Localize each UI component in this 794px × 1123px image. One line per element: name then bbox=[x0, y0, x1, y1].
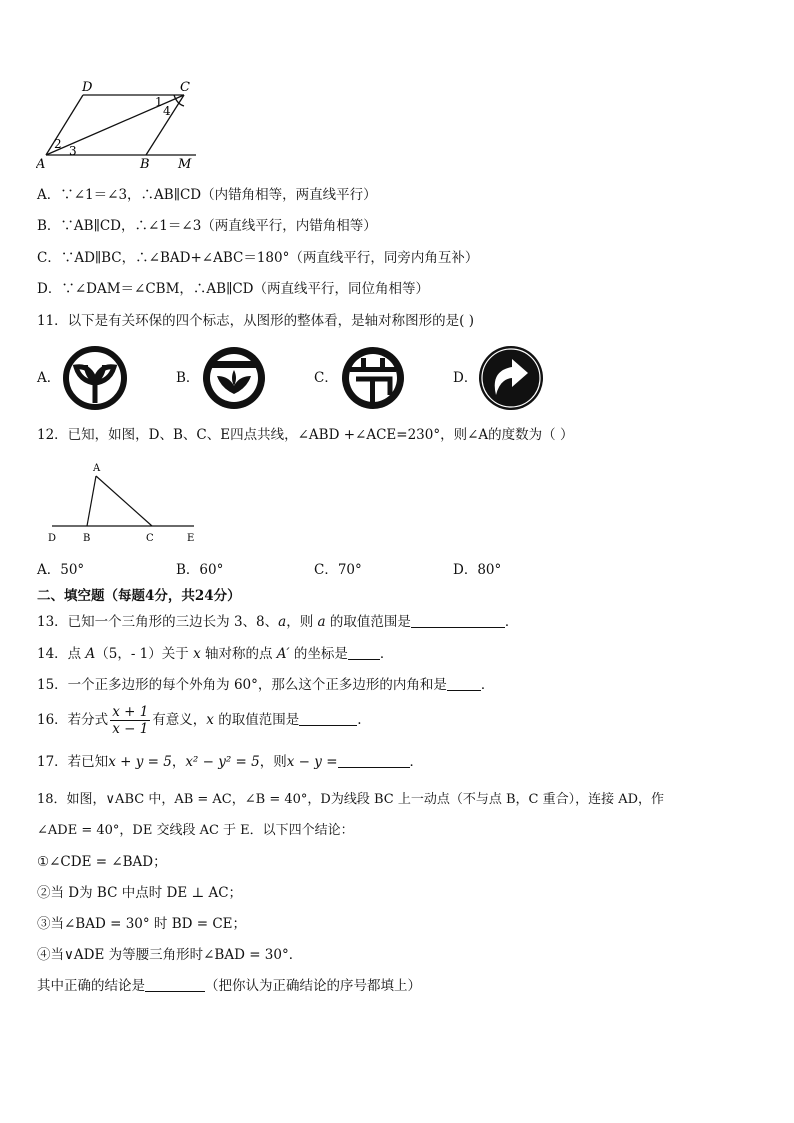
parallelogram-figure bbox=[36, 78, 206, 173]
q15-end: ． bbox=[480, 677, 495, 693]
q18-conclusion-1: ①∠CDE = ∠BAD； bbox=[37, 854, 167, 870]
q14-pre: 14．点 bbox=[37, 646, 86, 662]
q14-point: A bbox=[85, 646, 96, 662]
fig1-angle-3: 3 bbox=[69, 144, 77, 158]
section-2-title: 二、填空题（每题4分，共24分） bbox=[37, 588, 241, 604]
fig2-label-b: B bbox=[83, 533, 91, 544]
q17-sep: ， bbox=[171, 754, 186, 770]
q17-answer-blank[interactable] bbox=[338, 754, 410, 768]
q18-ending bbox=[37, 977, 421, 995]
q16-var: x bbox=[206, 712, 214, 728]
q10-option-a: A．∵∠1＝∠3，∴AB∥CD（内错角相等，两直线平行） bbox=[37, 187, 377, 203]
q15 bbox=[37, 676, 494, 694]
q14-post: 的坐标是 bbox=[289, 646, 348, 662]
q18-ending-pre: 其中正确的结论是 bbox=[37, 978, 145, 994]
fig2-label-e: E bbox=[187, 533, 195, 544]
q17-end: ． bbox=[409, 754, 424, 770]
q11-label-c: C． bbox=[314, 370, 338, 386]
q17-mid: ，则 bbox=[259, 754, 287, 770]
q17-expr: x − y = bbox=[286, 754, 338, 770]
q12-option-a: A．50° bbox=[37, 562, 85, 578]
q18-line2: ∠ADE = 40°，DE 交线段 AC 于 E．以下四个结论： bbox=[37, 823, 354, 838]
q13-end: ． bbox=[504, 614, 519, 630]
fig1-angle-2: 2 bbox=[54, 137, 62, 151]
q14-answer-blank[interactable] bbox=[348, 646, 380, 660]
recycle-leaf-logo-a bbox=[62, 343, 128, 413]
q16-end: . bbox=[357, 712, 362, 728]
q14-point2: A′ bbox=[276, 646, 290, 662]
fig1-label-b: B bbox=[140, 157, 150, 172]
fig2-label-c: C bbox=[146, 533, 154, 544]
q17 bbox=[37, 753, 423, 771]
q16-denominator: x − 1 bbox=[112, 721, 149, 737]
fig1-label-d: D bbox=[82, 80, 93, 95]
q13-mid: ，则 bbox=[286, 614, 318, 630]
q11-label-b: B． bbox=[176, 370, 200, 386]
q16-pre: 16．若分式 bbox=[37, 712, 109, 728]
q18-line1: 18．如图，∨ABC 中，AB = AC，∠B = 40°，D为线段 BC 上一动点（不与点 B，C 重合），连接 AD，作 bbox=[37, 792, 665, 807]
q17-eq2: x² − y² = 5 bbox=[185, 754, 260, 770]
q18-conclusion-3: ③当∠BAD = 30° 时 BD = CE； bbox=[37, 916, 247, 932]
fig1-angle-4: 4 bbox=[163, 104, 171, 118]
q16-post: 的取值范围是 bbox=[213, 712, 300, 728]
q16-answer-blank[interactable] bbox=[299, 712, 357, 726]
q17-eq1: x + y = 5 bbox=[108, 754, 172, 770]
q15-text: 15．一个正多边形的每个外角为 60°，那么这个正多边形的内角和是 bbox=[37, 677, 447, 693]
q11-stem: 11．以下是有关环保的四个标志，从图形的整体看，是轴对称图形的是( ) bbox=[37, 313, 475, 329]
q10-option-c: C．∵AD∥BC，∴∠BAD+∠ABC＝180°（两直线平行，同旁内角互补） bbox=[37, 250, 479, 266]
leaf-emblem-logo-b bbox=[199, 342, 269, 414]
fig1-label-c: C bbox=[180, 80, 190, 95]
fig2-label-d: D bbox=[48, 533, 57, 544]
q14-axis: x bbox=[193, 646, 201, 662]
q13-post: 的取值范围是 bbox=[325, 614, 411, 630]
q14-mid: 轴对称的点 bbox=[200, 646, 277, 662]
q15-answer-blank[interactable] bbox=[447, 677, 481, 691]
q16-numerator: x + 1 bbox=[112, 704, 149, 720]
q12-option-c: C．70° bbox=[314, 562, 362, 578]
q16-fraction bbox=[110, 704, 150, 737]
q18-ending-post: （把你认为正确结论的序号都填上） bbox=[205, 978, 421, 994]
fig1-angle-1: 1 bbox=[155, 95, 163, 109]
q13-var2: a bbox=[317, 614, 326, 630]
q10-option-b: B．∵AB∥CD，∴∠1＝∠3（两直线平行，内错角相等） bbox=[37, 218, 377, 234]
energy-saving-logo-c bbox=[338, 343, 408, 413]
q12-option-b: B．60° bbox=[176, 562, 224, 578]
q11-label-d: D． bbox=[453, 370, 478, 386]
fig1-label-a: A bbox=[36, 157, 46, 172]
q16 bbox=[37, 702, 362, 738]
q18-conclusion-2: ②当 D为 BC 中点时 DE ⊥ AC； bbox=[37, 885, 243, 901]
q18-conclusion-4: ④当∨ADE 为等腰三角形时∠BAD = 30°． bbox=[37, 947, 303, 963]
q16-mid: 有意义， bbox=[152, 712, 207, 728]
q10-option-d: D．∵∠DAM＝∠CBM，∴AB∥CD（两直线平行，同位角相等） bbox=[37, 281, 429, 297]
q13 bbox=[37, 613, 518, 631]
q14-end: ． bbox=[379, 646, 394, 662]
q13-pre: 13．已知一个三角形的三边长为 3、8、 bbox=[37, 614, 279, 630]
green-arrow-logo-d bbox=[476, 343, 546, 413]
fig2-label-a: A bbox=[93, 463, 101, 474]
q13-var: a bbox=[278, 614, 287, 630]
q11-label-a: A． bbox=[37, 370, 61, 386]
q12-stem: 12．已知，如图，D、B、C、E四点共线，∠ABD +∠ACE=230°，则∠A的度数为（ ） bbox=[37, 427, 574, 443]
q12-option-d: D．80° bbox=[453, 562, 502, 578]
q13-answer-blank[interactable] bbox=[411, 614, 505, 628]
triangle-figure bbox=[44, 460, 204, 546]
q17-pre: 17．若已知 bbox=[37, 754, 109, 770]
q14-coords: （5，- 1）关于 bbox=[95, 646, 194, 662]
q14 bbox=[37, 645, 393, 663]
fig1-label-m: M bbox=[178, 157, 192, 172]
q18-answer-blank[interactable] bbox=[145, 978, 205, 992]
